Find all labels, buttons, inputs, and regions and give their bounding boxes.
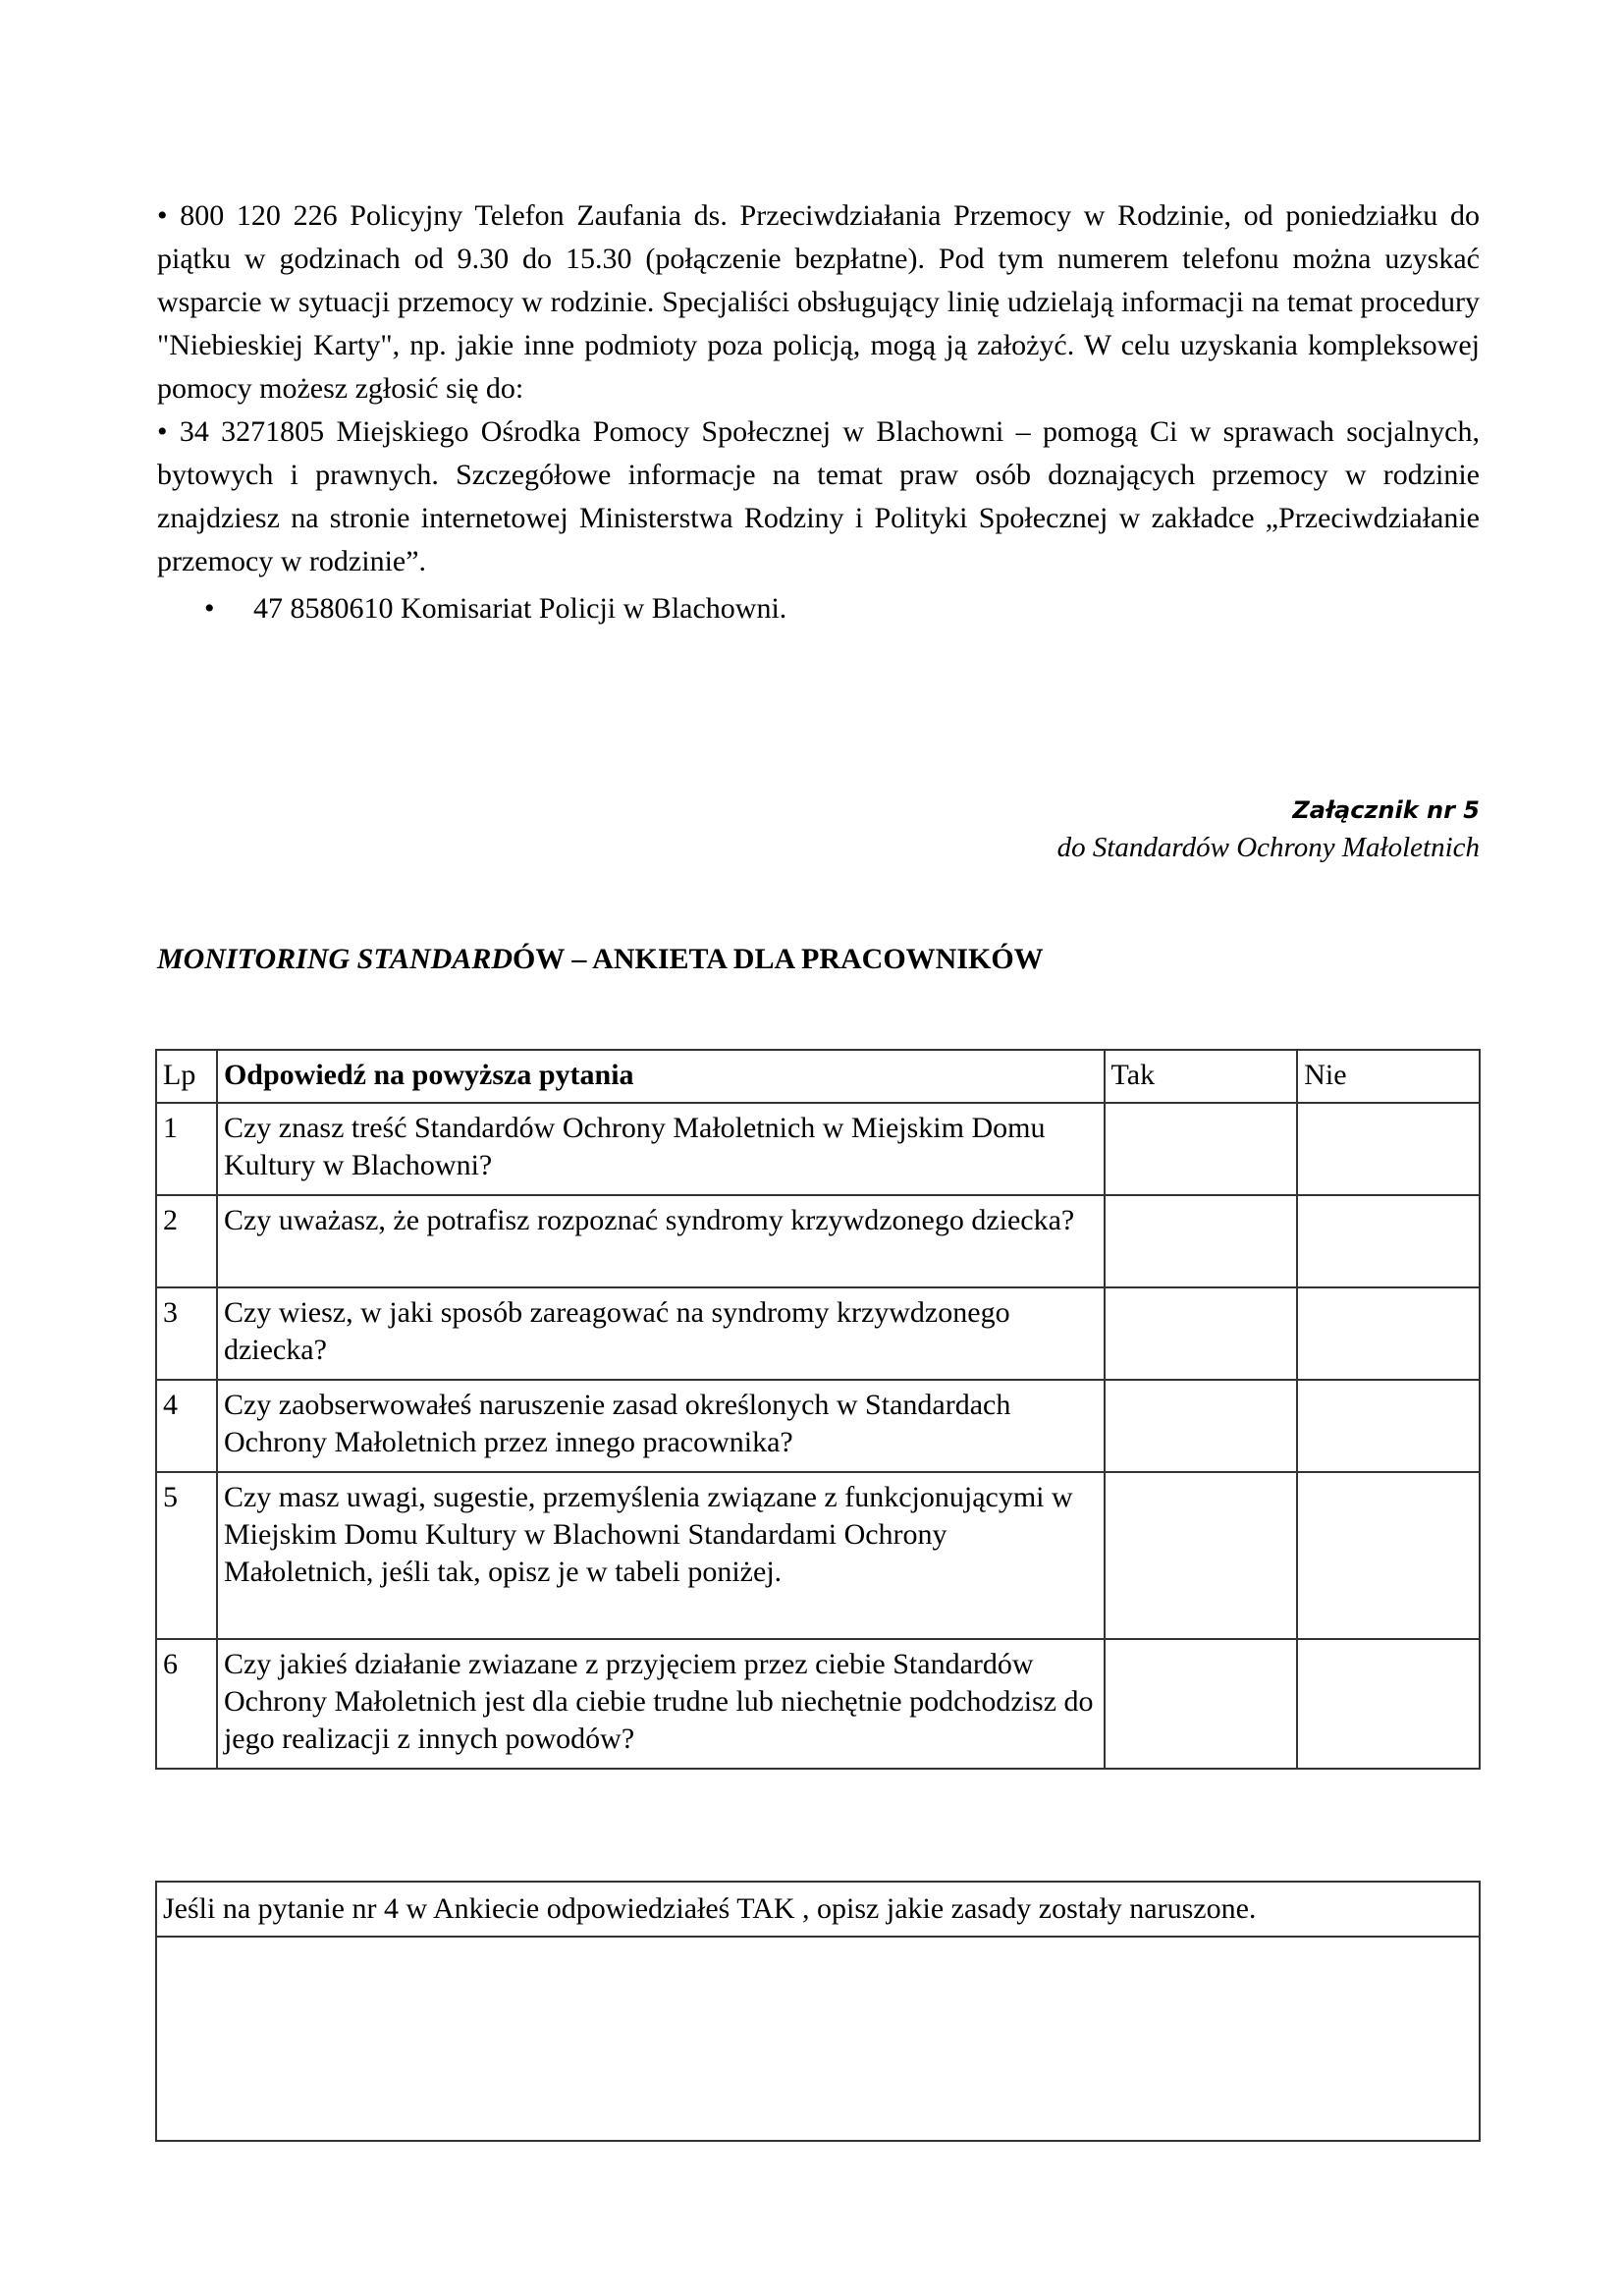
annex-heading xyxy=(1057,792,1480,866)
table-row xyxy=(156,1472,1480,1639)
header-question: Odpowiedź na powyższa pytania xyxy=(217,1050,1105,1103)
no-answer-cell[interactable] xyxy=(1297,1195,1480,1287)
no-answer-cell[interactable] xyxy=(1297,1103,1480,1195)
row-number: 3 xyxy=(156,1287,217,1380)
survey-table xyxy=(155,1049,1481,1770)
row-question: Czy uważasz, że potrafisz rozpoznać syndromy krzywdzonego dziecka? xyxy=(217,1195,1105,1287)
bullet-icon: • xyxy=(204,592,215,625)
table-row xyxy=(156,1195,1480,1287)
row-number: 6 xyxy=(156,1639,217,1769)
row-number: 5 xyxy=(156,1472,217,1639)
survey-title xyxy=(157,938,1044,981)
remarks-answer-field[interactable] xyxy=(156,1937,1480,2141)
survey-header-row xyxy=(156,1050,1480,1103)
header-lp: Lp xyxy=(156,1050,217,1103)
row-number: 2 xyxy=(156,1195,217,1287)
police-contact-text: 47 8580610 Komisariat Policji w Blachowni. xyxy=(253,592,787,625)
no-answer-cell[interactable] xyxy=(1297,1380,1480,1472)
row-question: Czy znasz treść Standardów Ochrony Małoletnich w Miejskim Domu Kultury w Blachowni? xyxy=(217,1103,1105,1195)
yes-answer-cell[interactable] xyxy=(1105,1472,1298,1639)
row-number: 4 xyxy=(156,1380,217,1472)
survey-title-rest: ÓW – ANKIETA DLA PRACOWNIKÓW xyxy=(513,943,1044,975)
survey-title-italic: MONITORING STANDARD xyxy=(157,943,514,975)
remarks-prompt: Jeśli na pytanie nr 4 w Ankiecie odpowiedziałeś TAK , opisz jakie zasady zostały naruszone. xyxy=(156,1882,1480,1937)
yes-answer-cell[interactable] xyxy=(1105,1287,1298,1380)
police-contact-item xyxy=(204,587,786,630)
no-answer-cell[interactable] xyxy=(1297,1472,1480,1639)
yes-answer-cell[interactable] xyxy=(1105,1195,1298,1287)
table-row xyxy=(156,1639,1480,1769)
table-row xyxy=(156,1380,1480,1472)
no-answer-cell[interactable] xyxy=(1297,1287,1480,1380)
table-row xyxy=(156,1287,1480,1380)
social-welfare-paragraph: • 34 3271805 Miejskiego Ośrodka Pomocy Społecznej w Blachowni – pomogą Ci w sprawach socjalnych, bytowych i prawnych. Szczegółowe informacje na temat praw osób doznających przemocy w rodzinie znajdziesz na stronie internetowej Ministerstwa Rodziny i Polityki Społecznej w zakładce „Przeciwdziałanie przemocy w rodzinie”. xyxy=(157,415,1480,577)
row-question: Czy jakieś działanie zwiazane z przyjęciem przez ciebie Standardów Ochrony Małoletnich jest dla ciebie trudne lub niechętnie podchodzisz do jego realizacji z innych powodów? xyxy=(217,1639,1105,1769)
yes-answer-cell[interactable] xyxy=(1105,1380,1298,1472)
row-number: 1 xyxy=(156,1103,217,1195)
yes-answer-cell[interactable] xyxy=(1105,1103,1298,1195)
remarks-table xyxy=(155,1881,1481,2142)
row-question: Czy masz uwagi, sugestie, przemyślenia związane z funkcjonującymi w Miejskim Domu Kultury w Blachowni Standardami Ochrony Małoletnich, jeśli tak, opisz je w tabeli poniżej. xyxy=(217,1472,1105,1639)
helpline-paragraph: • 800 120 226 Policyjny Telefon Zaufania ds. Przeciwdziałania Przemocy w Rodzinie, od poniedziałku do piątku w godzinach od 9.30 do 15.30 (połączenie bezpłatne). Pod tym numerem telefonu można uzyskać wsparcie w sytuacji przemocy w rodzinie. Specjaliści obsługujący linię udzielają informacji na temat procedury "Niebieskiej Karty", np. jakie inne podmioty poza policją, mogą ją założyć. W celu uzyskania kompleksowej pomocy możesz zgłosić się do: xyxy=(157,199,1480,405)
yes-answer-cell[interactable] xyxy=(1105,1639,1298,1769)
header-yes: Tak xyxy=(1105,1050,1298,1103)
row-question: Czy zaobserwowałeś naruszenie zasad określonych w Standardach Ochrony Małoletnich przez innego pracownika? xyxy=(217,1380,1105,1472)
header-no: Nie xyxy=(1297,1050,1480,1103)
annex-number: Załącznik nr 5 xyxy=(1292,796,1480,824)
no-answer-cell[interactable] xyxy=(1297,1639,1480,1769)
annex-subtitle: do Standardów Ochrony Małoletnich xyxy=(1056,832,1480,863)
row-question: Czy wiesz, w jaki sposób zareagować na syndromy krzywdzonego dziecka? xyxy=(217,1287,1105,1380)
table-row xyxy=(156,1103,1480,1195)
